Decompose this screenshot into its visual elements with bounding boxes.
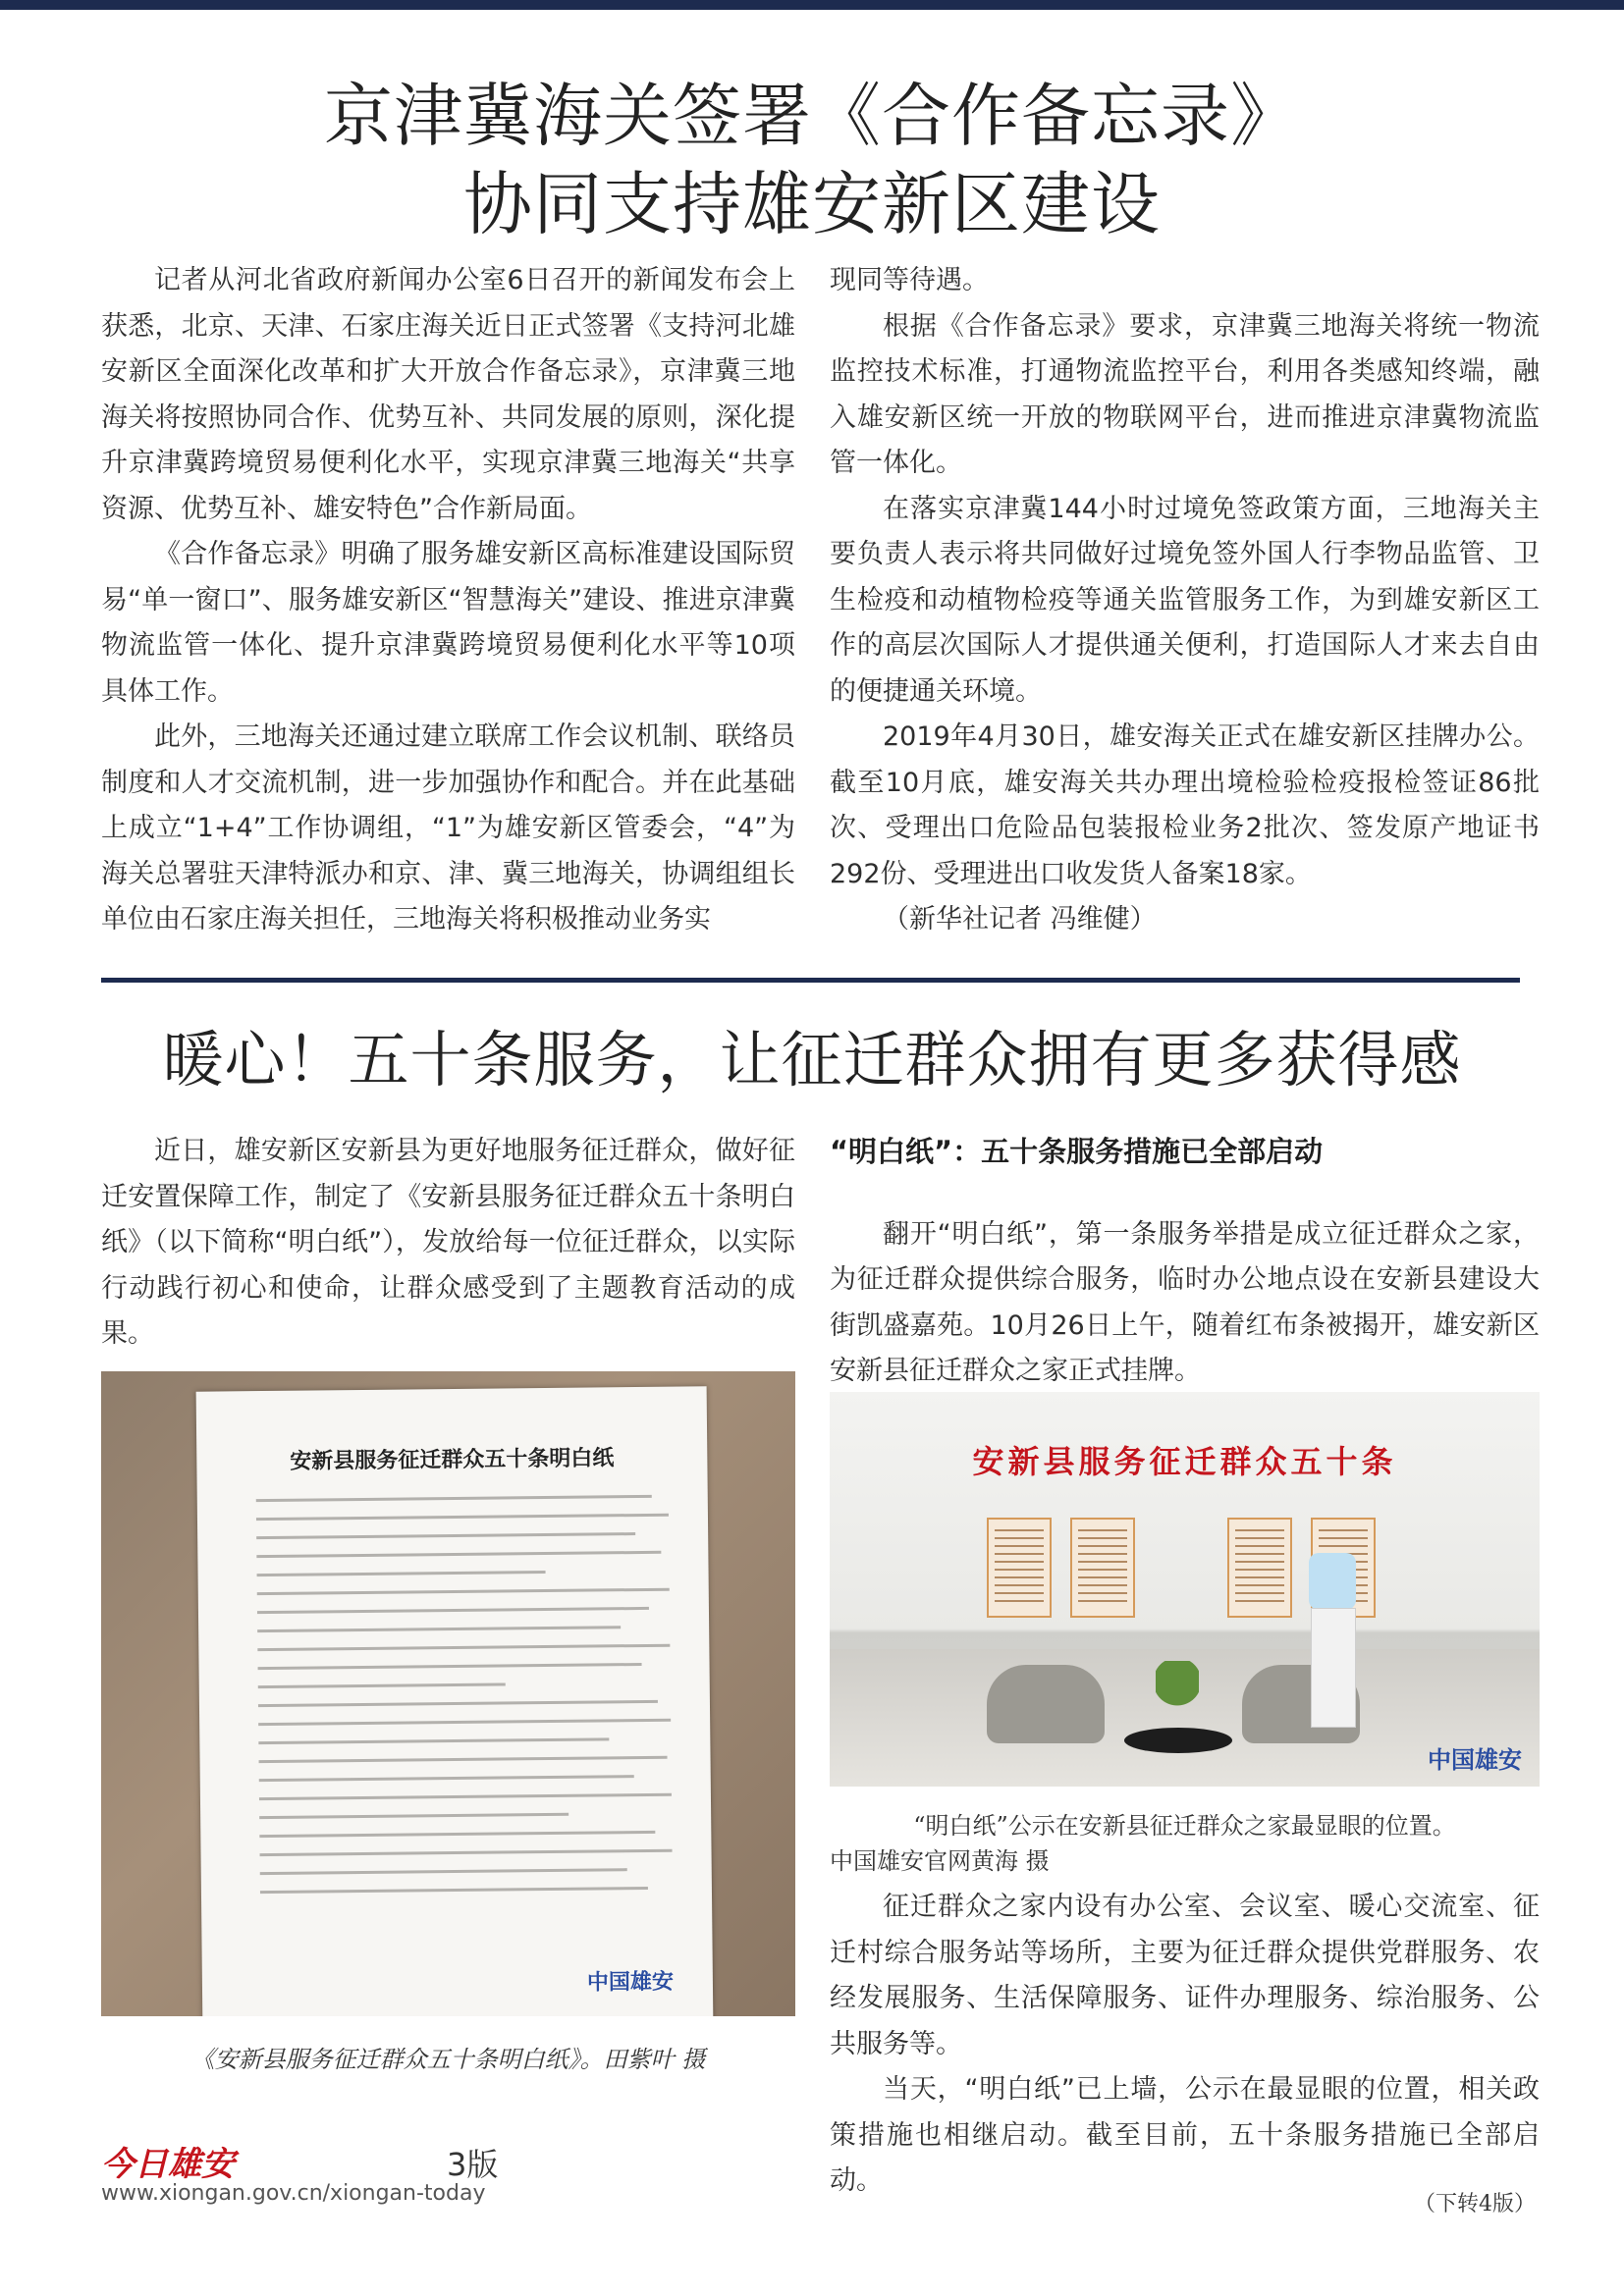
subheading: “明白纸”：五十条服务措施已全部启动	[830, 1135, 1324, 1168]
wall-poster	[987, 1518, 1052, 1618]
wall-poster	[1227, 1518, 1292, 1618]
water-dispenser	[1311, 1608, 1356, 1728]
footer-url[interactable]: www.xiongan.gov.cn/xiongan-today	[101, 2181, 486, 2206]
paragraph: 2019年4月30日，雄安海关正式在雄安新区挂牌办公。截至10月底，雄安海关共办理出境检验检疫报检签证86批次、受理出口危险品包装报检业务2批次、签发原产地证书292份、受理进出口收发货人备案18家。	[830, 721, 1540, 889]
article1-title-line1: 京津冀海关签署《合作备忘录》	[324, 76, 1300, 156]
paragraph-continuation: 现同等待遇。	[830, 265, 989, 295]
paper-text-lines	[256, 1495, 673, 1909]
article1-left-column	[101, 258, 795, 943]
document-photo	[101, 1371, 795, 2016]
paragraph: 当天，“明白纸”已上墙，公示在最显眼的位置，相关政策措施也相继启动。截至目前，五十条服务措施已全部启动。	[830, 2074, 1540, 2196]
paragraph: 此外，三地海关还通过建立联席工作会议机制、联络员制度和人才交流机制，进一步加强协作和配合。并在此基础上成立“1+4”工作协调组，“1”为雄安新区管委会，“4”为海关总署驻天津特派办和京、津、冀三地海关，协调组组长单位由石家庄海关担任，三地海关将积极推动业务实	[101, 721, 795, 934]
article2-left-column	[101, 1129, 795, 1358]
caption-line: 中国雄安官网黄海 摄	[830, 1847, 1050, 1875]
room-photo	[830, 1392, 1540, 1787]
paragraph: 在落实京津冀144小时过境免签政策方面，三地海关主要负责人表示将共同做好过境免签外国人行李物品监管、卫生检疫和动植物检疫等通关监管服务工作，为到雄安新区工作的高层次国际人才提供通关便利，打造国际人才来去自由的便捷通关环境。	[830, 493, 1540, 707]
water-bottle	[1309, 1553, 1356, 1610]
paragraph: 近日，雄安新区安新县为更好地服务征迁群众，做好征迁安置保障工作，制定了《安新县服务征迁群众五十条明白纸》（以下简称“明白纸”），发放给每一位征迁群众，以实际行动践行初心和使命，让群众感受到了主题教育活动的成果。	[101, 1136, 795, 1349]
article2-right-lower	[830, 1885, 1540, 2205]
page-number: 3版	[447, 2146, 499, 2183]
paragraph: 根据《合作备忘录》要求，京津冀三地海关将统一物流监控技术标准，打通物流监控平台，利用各类感知终端，融入雄安新区统一开放的物联网平台，进而推进京津冀物流监管一体化。	[830, 310, 1540, 478]
paragraph: 征迁群众之家内设有办公室、会议室、暖心交流室、征迁村综合服务站等场所，主要为征迁群众提供党群服务、农经发展服务、生活保障服务、证件办理服务、综治服务、公共服务等。	[830, 1892, 1540, 2059]
paragraph: 《合作备忘录》明确了服务雄安新区高标准建设国际贸易“单一窗口”、服务雄安新区“智慧海关”建设、推进京津冀物流监管一体化、提升京津冀跨境贸易便利化水平等10项具体工作。	[101, 539, 795, 707]
continued-note: （下转4版）	[1414, 2192, 1536, 2216]
section-divider	[101, 978, 1520, 983]
top-bar	[0, 0, 1624, 10]
caption-line: “明白纸”公示在安新县征迁群众之家最显眼的位置。	[913, 1812, 1456, 1840]
article2-right-column	[830, 1129, 1540, 1395]
paper-title: 安新县服务征迁群众五十条明白纸	[290, 1445, 615, 1474]
byline: （新华社记者 冯维健）	[883, 904, 1157, 934]
chair	[987, 1665, 1105, 1743]
paragraph: 翻开“明白纸”，第一条服务举措是成立征迁群众之家，为征迁群众提供综合服务，临时办公地点设在安新县建设大街凯盛嘉苑。10月26日上午，随着红布条被揭开，雄安新区安新县征迁群众之家正式挂牌。	[830, 1218, 1540, 1386]
wall-poster	[1070, 1518, 1135, 1618]
photo-caption-left: 《安新县服务征迁群众五十条明白纸》。田紫叶 摄	[190, 2046, 706, 2073]
footer-logo: 今日雄安	[101, 2145, 235, 2184]
paragraph: 记者从河北省政府新闻办公室6日召开的新闻发布会上获悉，北京、天津、石家庄海关近日正式签署《支持河北雄安新区全面深化改革和扩大开放合作备忘录》，京津冀三地海关将按照协同合作、优势互补、共同发展的原则，深化提升京津冀跨境贸易便利化水平，实现京津冀三地海关“共享资源、优势互补、雄安特色”合作新局面。	[101, 265, 795, 524]
photo-watermark: 中国雄安	[1428, 1745, 1522, 1774]
article2-title: 暖心！五十条服务，让征迁群众拥有更多获得感	[162, 1024, 1462, 1095]
paper-sheet	[196, 1386, 714, 2016]
photo-watermark: 中国雄安	[586, 1968, 675, 1996]
wall-sign: 安新县服务征迁群众五十条	[972, 1443, 1397, 1480]
article1-title-line2: 协同支持雄安新区建设	[463, 164, 1161, 244]
coffee-table	[1124, 1728, 1232, 1753]
article1-right-column	[830, 258, 1540, 943]
plant	[1156, 1661, 1199, 1730]
photo-caption-right	[830, 1808, 1540, 1879]
